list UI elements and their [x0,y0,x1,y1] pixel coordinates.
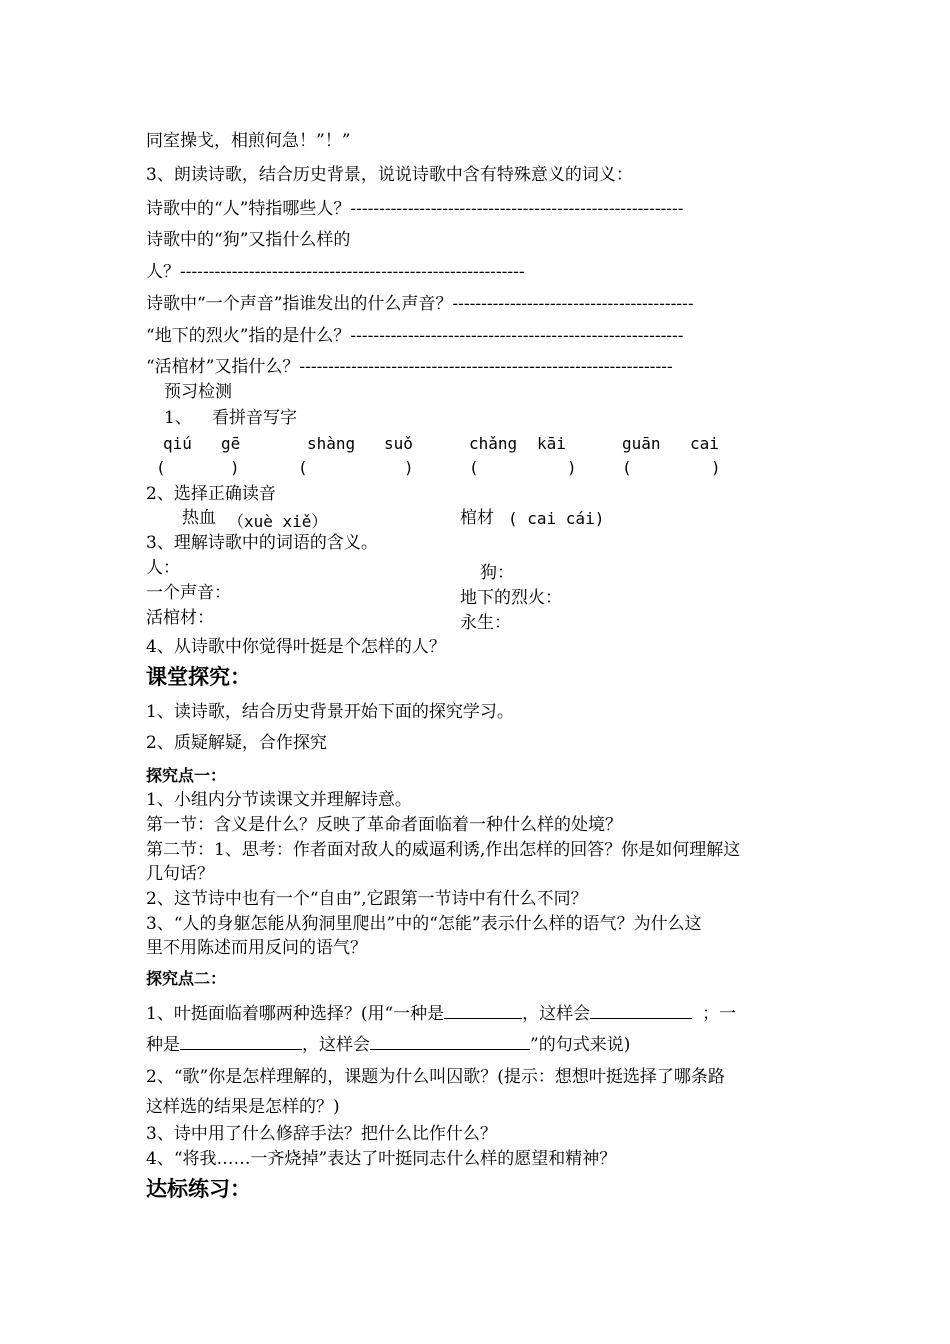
answer-paren-close: ) [567,458,577,477]
term-label: 狗： [480,563,514,583]
answer-paren-open: ( [622,458,632,477]
word: 热血 [182,508,216,528]
answer-paren-close: ) [404,458,414,477]
text-line: 诗歌中的“人”特指哪些人？---------------------------------------------------------- [146,199,684,219]
question-text: 看拼音写字 [212,408,297,428]
answer-paren-close: ) [230,458,240,477]
question-text: 2、选择正确读音 [146,484,276,504]
pinyin: suǒ [384,434,413,453]
text-line: 2、“歌”你是怎样理解的，课题为什么叫囚歌？(提示：想想叶挺选择了哪条路 [146,1067,725,1087]
text-line: 4、“将我……一齐烧掉”表达了叶挺同志什么样的愿望和精神？ [146,1149,617,1169]
question-number: 1、 [164,408,192,428]
section-title-preview: 预习检测 [164,382,232,402]
term-label: 人： [146,558,180,578]
pronunciation-options: （xuè xiě） [228,512,328,531]
text-fragment: ”的句式来说) [530,1035,631,1055]
text-line: 3、诗中用了什么修辞手法？把什么比作什么？ [146,1124,497,1144]
fill-blank[interactable] [370,1034,530,1050]
text-line: “地下的烈火”指的是什么？---------------------------------------------------------- [146,326,684,346]
text-line: 几句话？ [146,864,214,884]
text-line: 第二节：1、思考：作者面对敌人的威逼利诱,作出怎样的回答？你是如何理解这 [146,840,741,860]
text-line: 2、质疑解疑，合作探究 [146,733,327,753]
pinyin: cai [690,434,719,453]
subheading-point-two: 探究点二： [146,969,227,988]
text-line: 3、“人的身躯怎能从狗洞里爬出”中的“怎能”表示什么样的语气？为什么这 [146,914,702,934]
fill-blank[interactable] [590,1003,692,1019]
question-text: 3、理解诗歌中的词语的含义。 [146,533,378,553]
pinyin: chǎng [469,434,518,453]
term-label: 永生： [460,613,511,633]
answer-paren-open: ( [469,458,479,477]
fill-blank[interactable] [444,1003,522,1019]
pinyin: kāi [537,434,566,453]
text-line: 1、读诗歌，结合历史背景开始下面的探究学习。 [146,702,514,722]
term-label: 地下的烈火： [460,588,562,608]
text-line [146,1003,736,1024]
text-line: 诗歌中“一个声音”指谁发出的什么声音？------------------------------------------ [146,294,694,314]
text-line [146,1034,630,1055]
text-line: 人？------------------------------------------------------------ [146,262,525,282]
question-text: 4、从诗歌中你觉得叶挺是个怎样的人？ [146,637,446,657]
text-line: 这样选的结果是怎样的？) [146,1097,340,1117]
pinyin: qiú [163,434,192,453]
text-line: 1、小组内分节读课文并理解诗意。 [146,790,412,810]
text-line: 同室操戈，相煎何急！”！” [146,131,351,151]
text-line: 里不用陈述而用反问的语气？ [146,938,367,958]
answer-paren-open: ( [156,458,166,477]
text-line: 2、这节诗中也有一个“自由”,它跟第一节诗中有什么不同？ [146,889,588,909]
text-fragment: ，这样会 [302,1035,370,1055]
text-line: 诗歌中的“狗”又指什么样的 [146,230,351,250]
section-heading-classroom: 课堂探究： [146,665,251,689]
text-fragment: 1、叶挺面临着哪两种选择？(用“一种是 [146,1004,445,1024]
pinyin: gē [221,434,241,453]
section-heading-practice: 达标练习： [146,1177,251,1201]
pinyin: shàng [307,434,356,453]
subheading-point-one: 探究点一： [146,766,227,785]
word: 棺材 [460,508,494,528]
text-fragment: ，这样会 [522,1004,591,1024]
pronunciation-options: ( cai cái) [508,509,605,528]
answer-paren-open: ( [298,458,308,477]
text-fragment: 种是 [146,1035,180,1055]
text-line: 第一节：含义是什么？反映了革命者面临着一种什么样的处境？ [146,815,622,835]
answer-paren-close: ) [711,458,721,477]
fill-blank[interactable] [180,1034,302,1050]
text-line: 3、朗读诗歌，结合历史背景，说说诗歌中含有特殊意义的词义： [146,165,633,185]
term-label: 一个声音： [146,583,231,603]
pinyin: guān [622,434,661,453]
term-label: 活棺材： [146,608,214,628]
text-fragment: ；一 [702,1004,737,1024]
text-line: “活棺材”又指什么？----------------------------------------------------------------- [146,357,673,377]
